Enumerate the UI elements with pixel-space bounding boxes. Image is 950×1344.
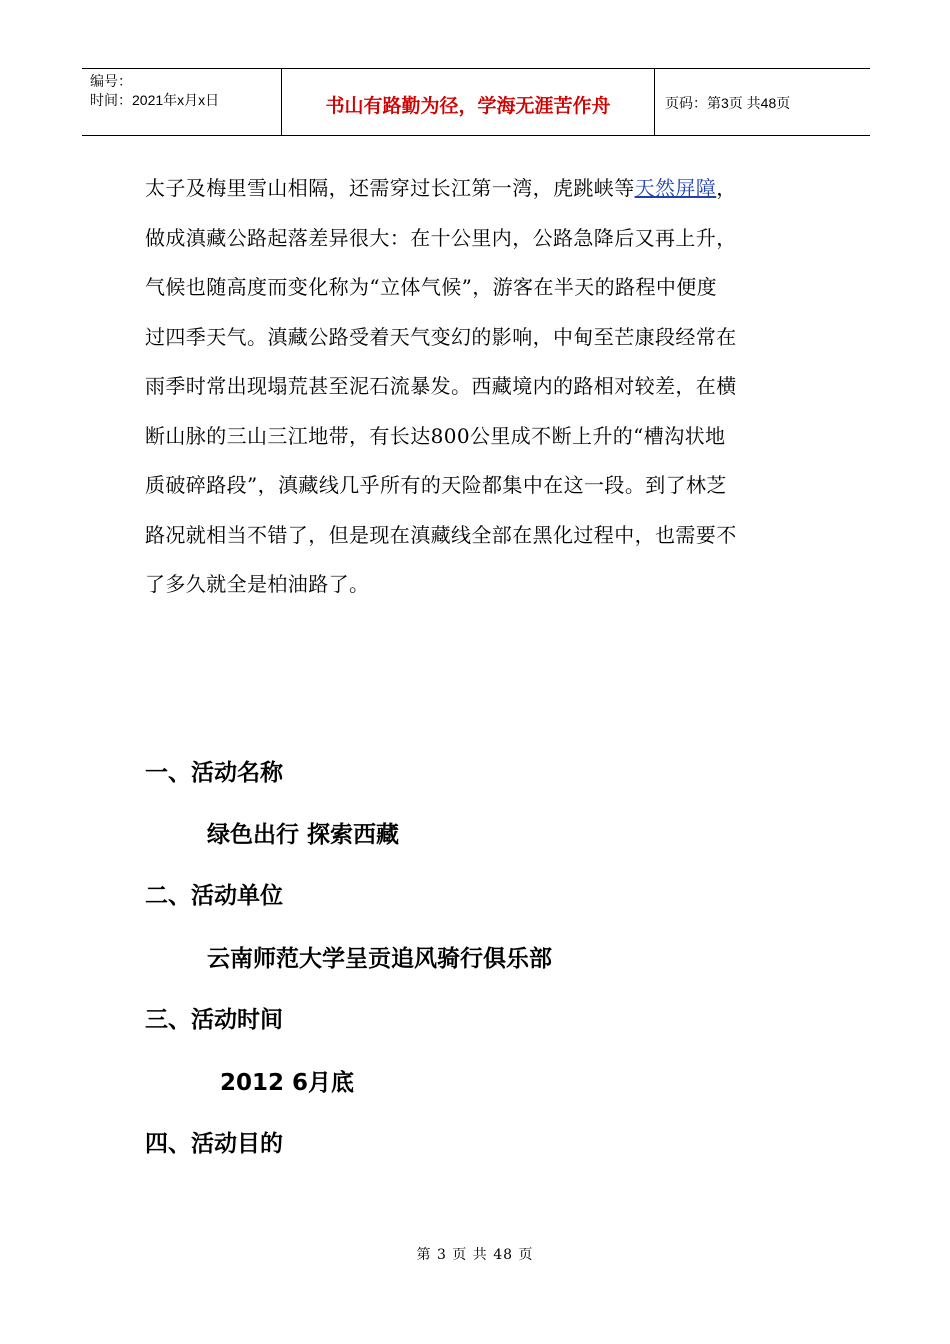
paragraph-line: 了多久就全是柏油路了。 — [145, 572, 370, 596]
paragraph-line: 雨季时常出现塌荒甚至泥石流暴发。西藏境内的路相对较差，在横 — [145, 374, 737, 398]
natural-barrier-link[interactable]: 天然屏障 — [634, 176, 717, 200]
paragraph-line: 断山脉的三山三江地带，有长达800公里成不断上升的“槽沟状地 — [145, 423, 726, 448]
activity-time-value: 2012 6月底 — [220, 1070, 355, 1096]
paragraph-line: 做成滇藏公路起落差异很大：在十公里内，公路急降后又再上升， — [145, 225, 737, 250]
page-header — [82, 68, 870, 136]
paragraph-line — [145, 164, 805, 214]
header-motto: 书山有路勤为径，学海无涯苦作舟 — [282, 69, 655, 135]
paragraph-line: 过四季天气。滇藏公路受着天气变幻的影响，中甸至芒康段经常在 — [145, 324, 737, 349]
section-title-activity-purpose: 四、活动目的 — [145, 1131, 283, 1157]
activity-name-value: 绿色出行 探索西藏 — [207, 822, 400, 848]
page-footer: 第 3 页 共 48 页 — [416, 1247, 534, 1263]
section-title-activity-unit: 二、活动单位 — [145, 883, 283, 909]
paragraph-line: 路况就相当不错了，但是现在滇藏线全部在黑化过程中，也需要不 — [145, 522, 737, 547]
body-paragraph — [145, 164, 805, 610]
activity-unit-value: 云南师范大学呈贡追风骑行俱乐部 — [207, 946, 552, 972]
paragraph-line: 质破碎路段”，滇藏线几乎所有的天险都集中在这一段。到了林芝 — [145, 473, 727, 497]
paragraph-text: ， — [716, 176, 737, 200]
paragraph-text: 太子及梅里雪山相隔，还需穿过长江第一湾，虎跳峡等 — [145, 176, 635, 200]
section-title-activity-name: 一、活动名称 — [145, 760, 283, 786]
section-title-activity-time: 三、活动时间 — [145, 1007, 283, 1033]
header-meta — [82, 69, 282, 135]
header-page-code: 页码：第3页 共48页 — [665, 95, 791, 111]
paragraph-line: 气候也随高度而变化称为“立体气候”，游客在半天的路程中便度 — [145, 275, 718, 299]
document-number-label: 编号： — [90, 73, 132, 89]
document-date: 时间：2021年x月x日 — [90, 92, 220, 108]
